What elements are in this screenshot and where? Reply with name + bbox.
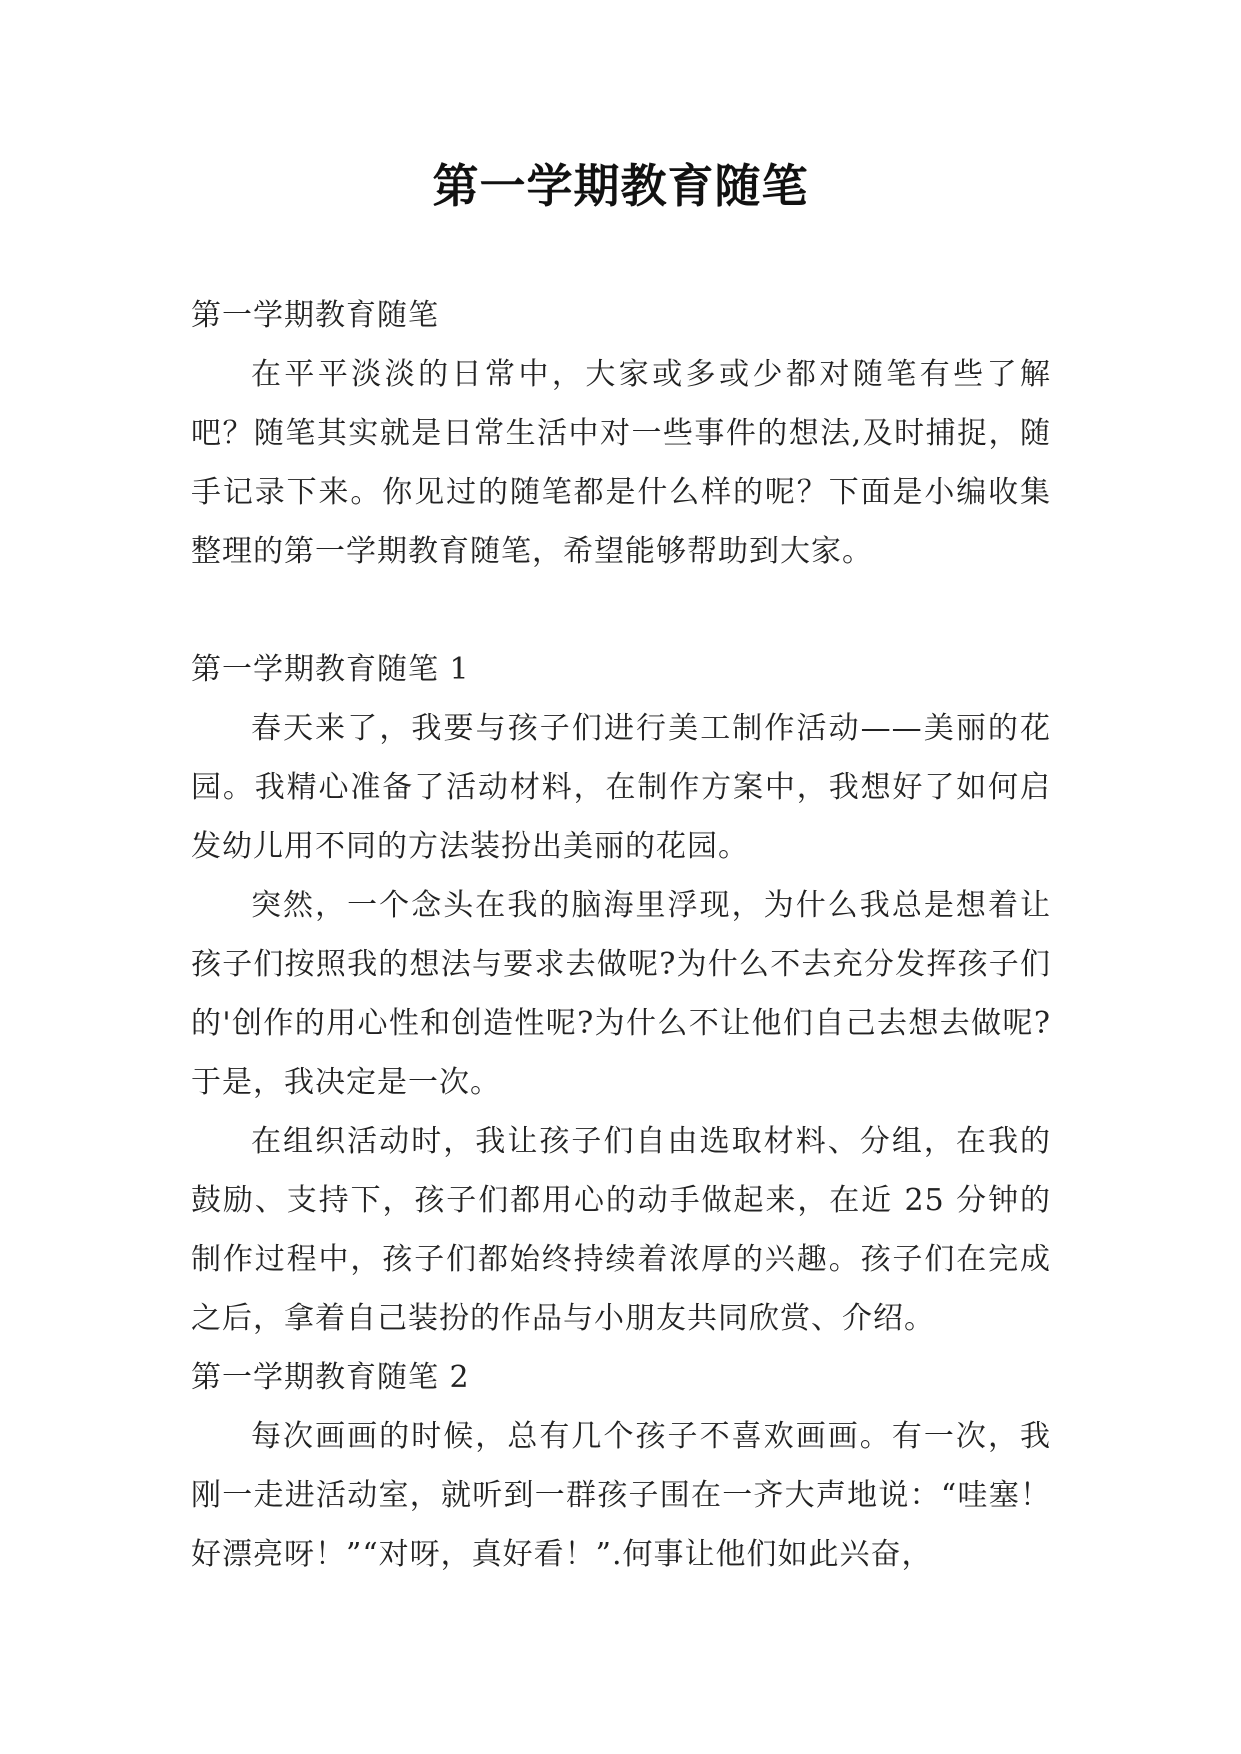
essay-1-paragraph-1: 春天来了，我要与孩子们进行美工制作活动——美丽的花园。我精心准备了活动材料，在制作方案中，我想好了如何启发幼儿用不同的方法装扮出美丽的花园。 xyxy=(191,711,1051,864)
intro-heading: 第一学期教育随笔 xyxy=(191,298,439,333)
document-title: 第一学期教育随笔 xyxy=(432,159,809,213)
essay-1-paragraph-3: 在组织活动时，我让孩子们自由选取材料、分组，在我的鼓励、支持下，孩子们都用心的动手做起来，在近 25 分钟的制作过程中，孩子们都始终持续着浓厚的兴趣。孩子们在完成之后，拿着自己装扮的作品与小朋友共同欣赏、介绍。 xyxy=(191,1124,1051,1336)
essay-2-heading: 第一学期教育随笔 2 xyxy=(191,1360,470,1395)
essay-2-paragraph-1: 每次画画的时候，总有几个孩子不喜欢画画。有一次，我刚一走进活动室，就听到一群孩子围在一齐大声地说：“哇塞！好漂亮呀！”“对呀，真好看！”.何事让他们如此兴奋， xyxy=(191,1419,1051,1572)
document-body xyxy=(191,286,1051,1584)
essay-1-heading: 第一学期教育随笔 1 xyxy=(191,652,470,687)
intro-paragraph: 在平平淡淡的日常中，大家或多或少都对随笔有些了解吧？随笔其实就是日常生活中对一些事件的想法,及时捕捉，随手记录下来。你见过的随笔都是什么样的呢？下面是小编收集整理的第一学期教育随笔，希望能够帮助到大家。 xyxy=(191,357,1051,569)
essay-1-paragraph-2: 突然，一个念头在我的脑海里浮现，为什么我总是想着让孩子们按照我的想法与要求去做呢?为什么不去充分发挥孩子们的'创作的用心性和创造性呢?为什么不让他们自己去想去做呢?于是，我决定是一次。 xyxy=(191,888,1051,1100)
